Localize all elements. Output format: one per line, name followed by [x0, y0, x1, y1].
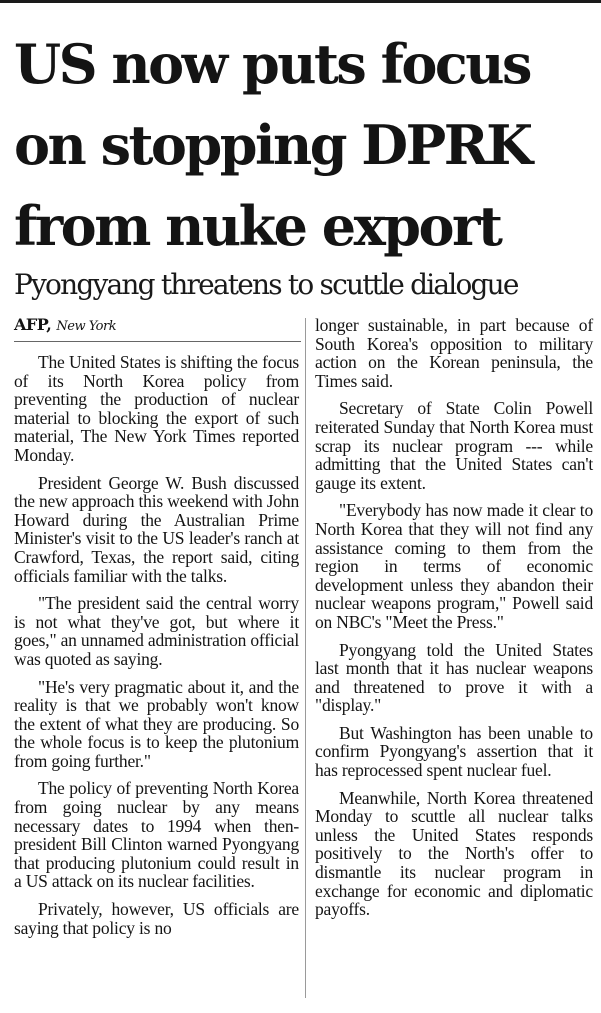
article-paragraph: President George W. Bush discussed the new approach this weekend with John Howard during the Australian Prime Minister's visit to the US leader's ranch at Crawford, Texas, the report said, citing officials familiar with the talks. — [14, 472, 299, 586]
top-rule — [0, 0, 601, 3]
article-paragraph: "The president said the central worry is not what they've got, but where it goes," an unnamed administration official was quoted as saying. — [14, 593, 299, 669]
article-paragraph: "He's very pragmatic about it, and the reality is that we probably won't know the extent of what they are producing. So the whole focus is to keep the plutonium from going further." — [14, 676, 299, 771]
article-column-right — [315, 316, 593, 928]
article-paragraph: The United States is shifting the focus of its North Korea policy from preventing the production of nuclear material to blocking the export of such material, The New York Times reported Monday. — [14, 352, 299, 465]
article-paragraph: Secretary of State Colin Powell reiterated Sunday that North Korea must scrap its nuclear program --- while admitting that the United States can't gauge its extent. — [315, 398, 593, 493]
byline — [14, 315, 301, 337]
headline-line-1: US now puts focus — [14, 32, 530, 96]
byline-dateline: New York — [56, 319, 117, 334]
article-paragraph: Pyongyang told the United States last month that it has nuclear weapons and threatened to prove it with a "display." — [315, 639, 593, 716]
column-divider — [305, 318, 306, 998]
byline-agency: AFP, — [14, 315, 52, 334]
subheadline: Pyongyang threatens to scuttle dialogue — [14, 268, 518, 301]
headline-line-3: from nuke export — [14, 194, 501, 258]
byline-divider — [14, 341, 301, 342]
headline — [14, 24, 599, 267]
article-paragraph: "Everybody has now made it clear to North Korea that they will not find any assistance coming to them from the region in terms of economic development unless they abandon their nuclear weapons program," Powell said on NBC's "Meet the Press." — [315, 500, 593, 632]
article-paragraph: Meanwhile, North Korea threatened Monday to scuttle all nuclear talks unless the United States responds positively to the North's offer to dismantle its nuclear program in exchange for economic and diplomatic payoffs. — [315, 787, 593, 920]
article-paragraph-continued: longer sustainable, in part because of South Korea's opposition to military action on the Korean peninsula, the Times said. — [315, 315, 593, 391]
article-paragraph: Privately, however, US officials are saying that policy is no — [14, 899, 299, 938]
headline-line-2: on stopping DPRK — [14, 113, 531, 177]
article-paragraph: But Washington has been unable to confirm Pyongyang's assertion that it has reprocessed spent nuclear fuel. — [315, 722, 593, 781]
article-paragraph: The policy of preventing North Korea from going nuclear by any means necessary dates to 1994 when then-president Bill Clinton warned Pyongyang that producing plutonium could result in a US attack on its nuclear facilities. — [14, 778, 299, 892]
article-column-left — [14, 353, 299, 946]
